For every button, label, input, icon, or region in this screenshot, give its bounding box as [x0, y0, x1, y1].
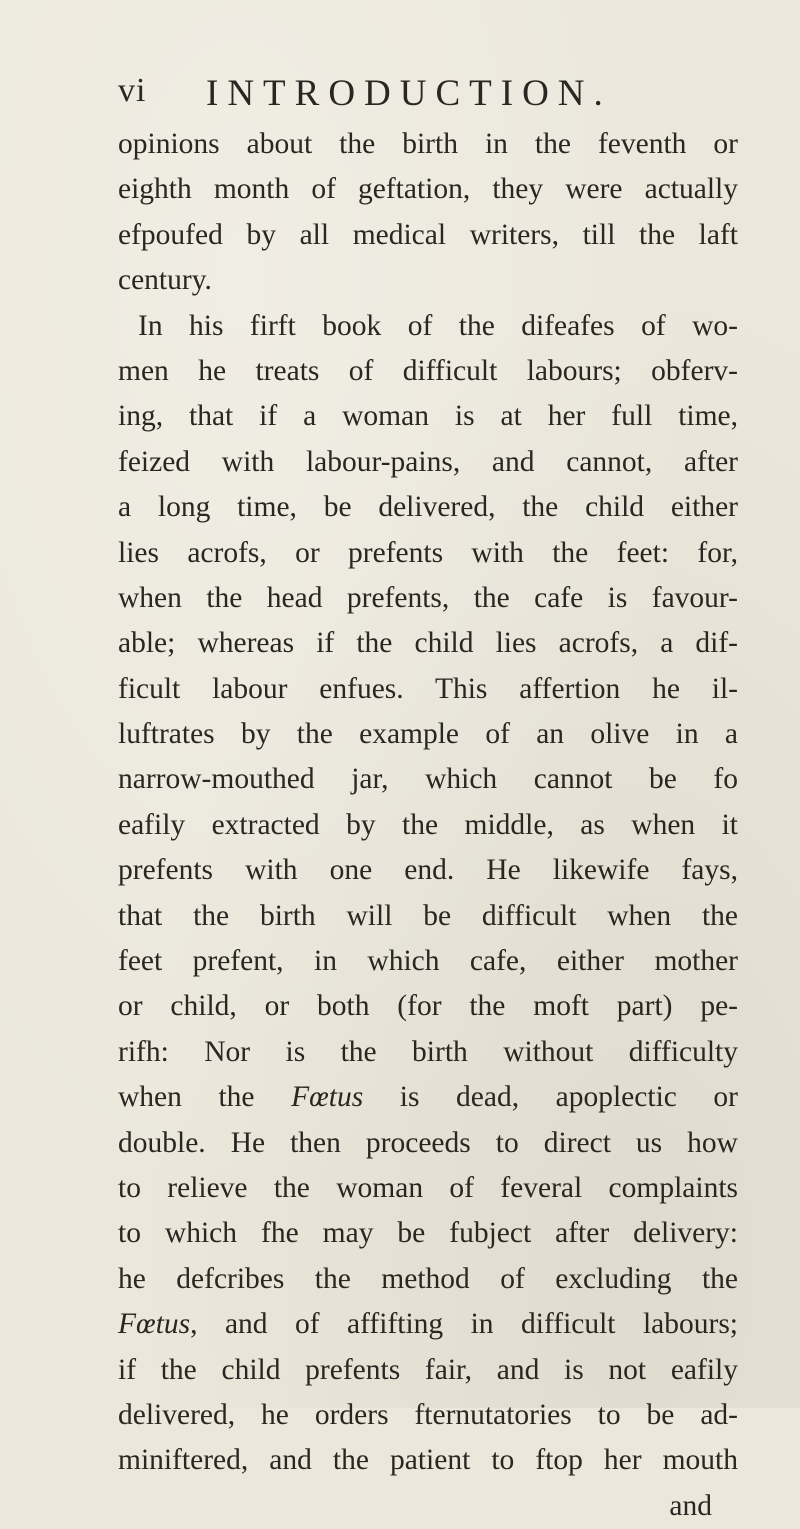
text-line: narrow-mouthed jar, which cannot be fo: [118, 763, 738, 796]
text-line: Fœtus, and of affifting in difficult labours;: [118, 1308, 738, 1341]
text-line: when the head prefents, the cafe is favour-: [118, 581, 738, 614]
text-line: if the child prefents fair, and is not eafily: [118, 1353, 738, 1386]
text-line: delivered, he orders fternutatories to be ad-: [118, 1398, 738, 1431]
text-line: eighth month of geftation, they were actually: [118, 173, 738, 206]
text-line: miniftered, and the patient to ftop her mouth: [118, 1444, 738, 1477]
text-line: century.: [118, 264, 212, 297]
text-line: that the birth will be difficult when the: [118, 899, 738, 932]
page-number: vi: [118, 72, 147, 109]
text-line: eafily extracted by the middle, as when it: [118, 808, 738, 841]
text-line: or child, or both (for the moft part) pe-: [118, 990, 738, 1023]
text-line: a long time, be delivered, the child either: [118, 491, 738, 524]
text-line: men he treats of difficult labours; obferv-: [118, 354, 738, 387]
text-line: to relieve the woman of feveral complaints: [118, 1171, 738, 1204]
text-line: efpoufed by all medical writers, till the laft: [118, 218, 738, 251]
text-line: ficult labour enfues. This affertion he il-: [118, 672, 738, 705]
body-text: [118, 122, 738, 1529]
text-line: prefents with one end. He likewife fays,: [118, 854, 738, 887]
text-line: he defcribes the method of excluding the: [118, 1262, 738, 1295]
text-line: feet prefent, in which cafe, either mother: [118, 945, 738, 978]
text-line: double. He then proceeds to direct us how: [118, 1126, 738, 1159]
text-line: In his firft book of the difeafes of wo-: [138, 309, 738, 342]
text-line: opinions about the birth in the feventh or: [118, 128, 738, 160]
text-line: able; whereas if the child lies acrofs, a dif-: [118, 627, 738, 660]
text-line: lies acrofs, or prefents with the feet: for,: [118, 536, 738, 569]
text-line: when the Fœtus is dead, apoplectic or: [118, 1081, 738, 1114]
page-header: [118, 72, 728, 122]
text-line: rifh: Nor is the birth without difficulty: [118, 1035, 738, 1068]
catchword: and: [669, 1489, 712, 1522]
text-line: luftrates by the example of an olive in a: [118, 718, 738, 751]
text-line: ing, that if a woman is at her full time,: [118, 400, 738, 433]
running-head: INTRODUCTION.: [206, 73, 612, 114]
text-line: to which fhe may be fubject after delivery:: [118, 1217, 738, 1250]
text-line: feized with labour-pains, and cannot, after: [118, 445, 738, 478]
